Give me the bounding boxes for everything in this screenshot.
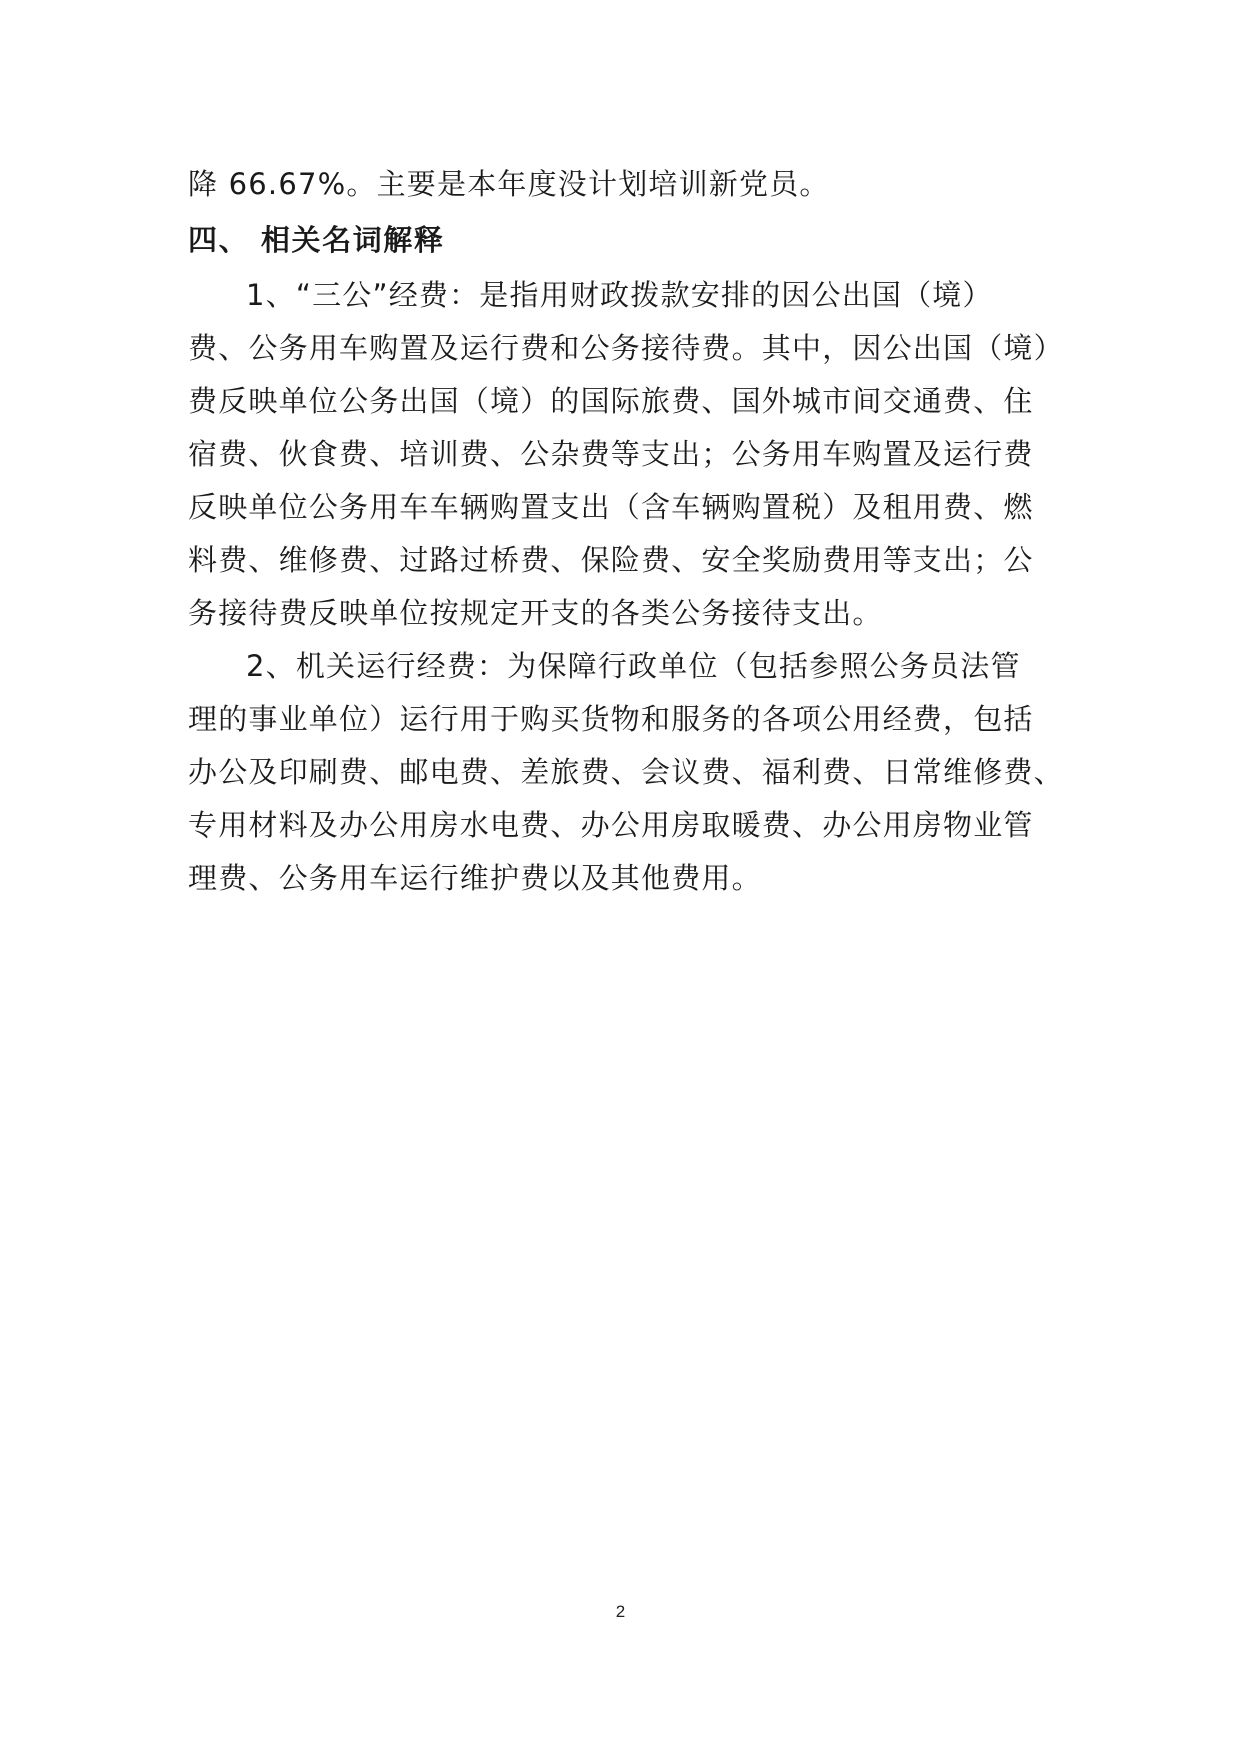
paragraph-sangong xyxy=(188,269,1064,640)
paragraph-line: 专用材料及办公用房水电费、办公用房取暖费、办公用房物业管 xyxy=(188,808,1034,842)
intro-line: 降 66.67%。主要是本年度没计划培训新党员。 xyxy=(188,167,830,201)
page-number: 2 xyxy=(615,1602,626,1621)
paragraph-line: 务接待费反映单位按规定开支的各类公务接待支出。 xyxy=(188,596,883,630)
paragraph-operating-funds xyxy=(188,640,1064,905)
paragraph-line: 理的事业单位）运行用于购买货物和服务的各项公用经费，包括 xyxy=(188,702,1034,736)
paragraph-line: 办公及印刷费、邮电费、差旅费、会议费、福利费、日常维修费、 xyxy=(188,755,1064,789)
document-body xyxy=(188,158,1064,905)
paragraph-line: 料费、维修费、过路过桥费、保险费、安全奖励费用等支出；公 xyxy=(188,543,1034,577)
paragraph-line: 1、“三公”经费：是指用财政拨款安排的因公出国（境） xyxy=(246,278,993,312)
paragraph-line: 反映单位公务用车车辆购置支出（含车辆购置税）及租用费、燃 xyxy=(188,490,1034,524)
paragraph-line: 宿费、伙食费、培训费、公杂费等支出；公务用车购置及运行费 xyxy=(188,437,1034,471)
section-heading: 四、 相关名词解释 xyxy=(188,223,445,257)
paragraph-line: 2、机关运行经费：为保障行政单位（包括参照公务员法管 xyxy=(246,649,1021,683)
paragraph-line: 费反映单位公务出国（境）的国际旅费、国外城市间交通费、住 xyxy=(188,384,1034,418)
paragraph-line: 理费、公务用车运行维护费以及其他费用。 xyxy=(188,861,762,895)
paragraph-line: 费、公务用车购置及运行费和公务接待费。其中，因公出国（境） xyxy=(188,331,1064,365)
